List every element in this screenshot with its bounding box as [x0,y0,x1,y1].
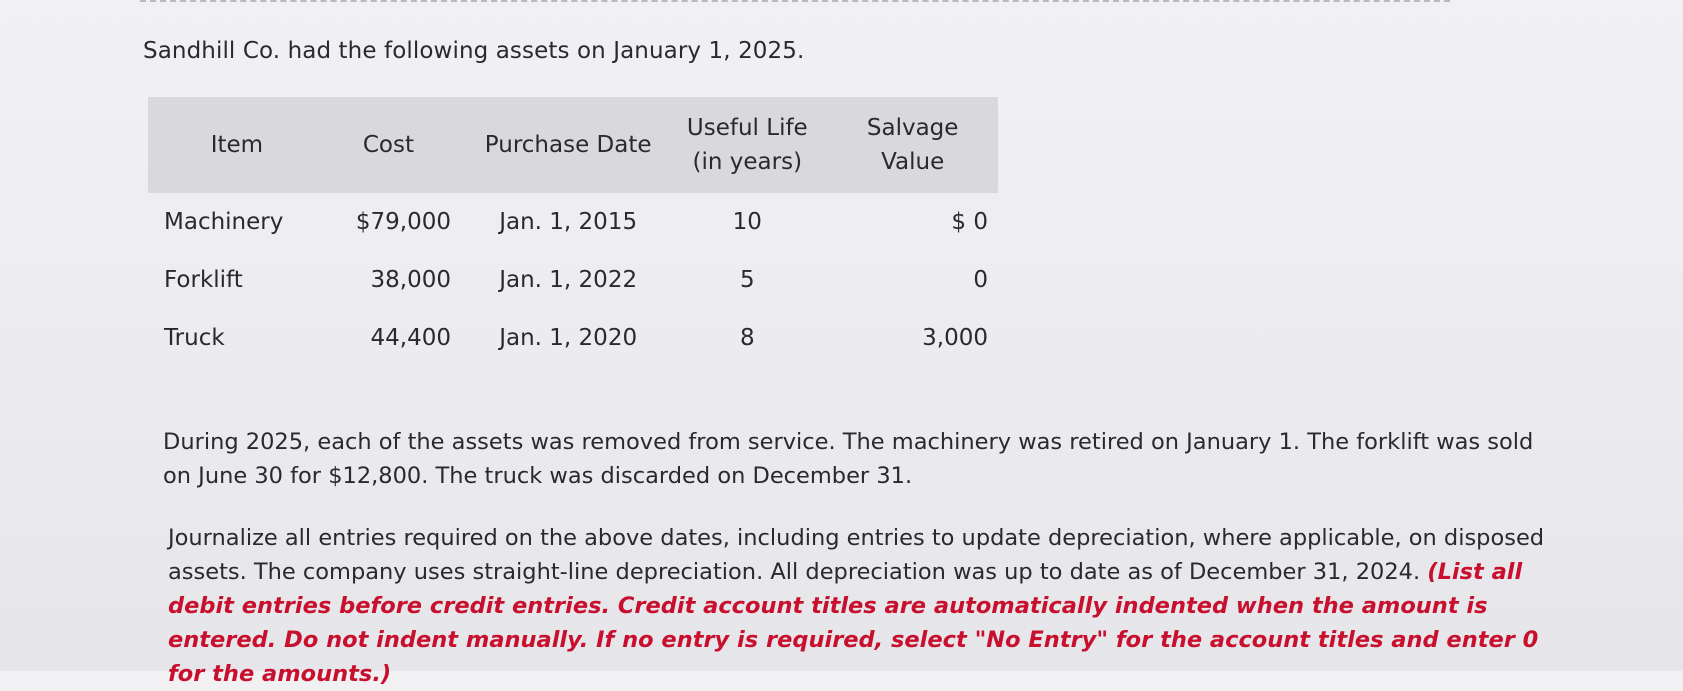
intro-text: Sandhill Co. had the following assets on January 1, 2025. [143,38,805,64]
cell-item: Truck [164,325,225,351]
cell-useful-life: 8 [739,325,755,351]
table-row [148,251,998,309]
assets-table [148,97,998,367]
disposal-description: During 2025, each of the assets was removed from service. The machinery was retired on January 1. The forklift was sold on June 30 for $12,800. The truck was discarded on December 31. [163,429,1534,489]
header-purchase-date: Purchase Date [471,97,665,193]
table-row [148,309,998,367]
table-header-row [148,97,998,193]
header-cost: Cost [318,97,471,193]
cell-item: Forklift [164,267,243,293]
instructions-emphasis: (List all debit entries before credit entries. Credit account titles are automatically indented when the amount is entered. Do not indent manually. If no entry is required, select "No Entry" for the account titles and enter 0 for the amounts.) [168,559,1539,687]
cell-useful-life: 10 [732,209,762,235]
cell-cost: 44,400 [370,325,452,351]
instructions-paragraph [168,521,1568,691]
cell-salvage-value: $ 0 [951,209,988,235]
cell-purchase-date: Jan. 1, 2015 [499,209,638,235]
header-item: Item [148,97,318,193]
cell-useful-life: 5 [739,267,755,293]
header-useful-life-line1: Useful Life [686,115,808,141]
header-useful-life-line2: (in years) [692,149,803,175]
cell-salvage-value: 0 [973,267,988,293]
cell-item: Machinery [164,209,284,235]
cell-purchase-date: Jan. 1, 2022 [499,267,638,293]
top-divider [140,0,1450,2]
assets-table-container [148,97,998,367]
instructions-text: Journalize all entries required on the above dates, including entries to update depreciation, where applicable, on disposed assets. The company uses straight-line depreciation. All depreciation was up to date as of December 31, 2024. [168,525,1545,585]
table-row [148,193,998,251]
cell-purchase-date: Jan. 1, 2020 [499,325,638,351]
cell-cost: 38,000 [370,267,452,293]
header-salvage-value: Salvage Value [829,97,998,193]
cell-salvage-value: 3,000 [922,325,988,351]
header-useful-life [665,97,829,193]
cell-cost: $79,000 [355,209,452,235]
